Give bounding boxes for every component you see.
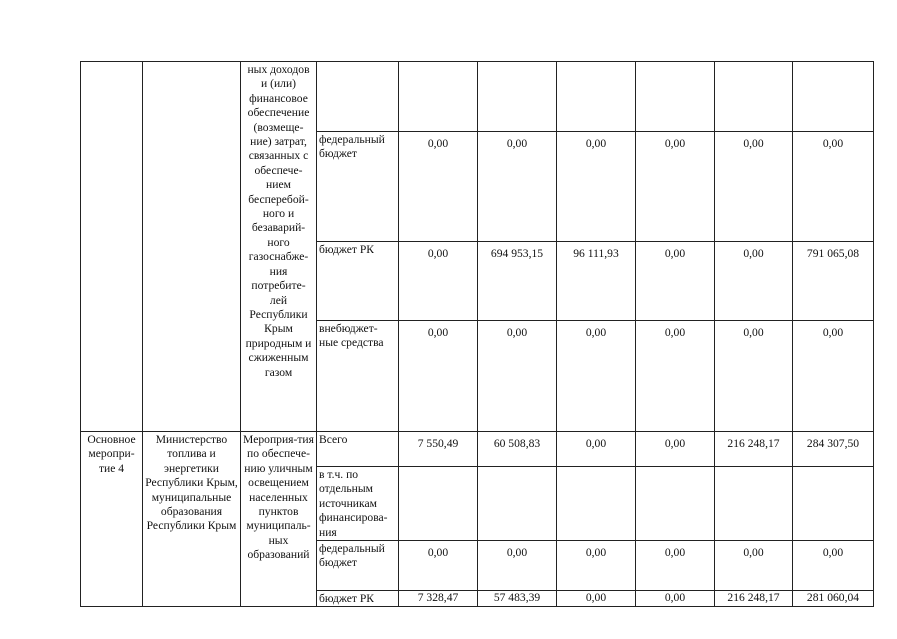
value-cell: 0,00: [557, 432, 636, 467]
value-cell: 0,00: [557, 591, 636, 607]
description-cell: ных доходов и (или) финансовое обеспечение (возмеще-ние) затрат, связанных с обеспече-нием бесперебой-ного и безаварий-ного газоснабже-ния потребите-лей Республики Крым природным и сжиженным газом: [241, 62, 317, 432]
value-cell: 0,00: [636, 591, 715, 607]
value-cell-empty: [557, 467, 636, 541]
value-cell: 0,00: [399, 321, 478, 432]
value-cell: 0,00: [793, 541, 874, 591]
value-cell: 0,00: [636, 242, 715, 321]
value-cell: 0,00: [793, 321, 874, 432]
value-cell: 7 550,49: [399, 432, 478, 467]
value-cell: 0,00: [399, 541, 478, 591]
value-cell-empty: [715, 62, 793, 132]
value-cell: 7 328,47: [399, 591, 478, 607]
value-cell: 694 953,15: [478, 242, 557, 321]
source-cell: внебюджет-ные средства: [317, 321, 399, 432]
description-cell: Мероприя-тия по обеспече-нию уличным освещением населенных пунктов муниципаль-ных образований: [241, 432, 317, 607]
source-cell: бюджет РК: [317, 242, 399, 321]
value-cell: 96 111,93: [557, 242, 636, 321]
table-row: [81, 62, 874, 132]
event-cell: Основное меропри-тие 4: [81, 432, 143, 607]
value-cell: 0,00: [715, 242, 793, 321]
source-cell-empty: [317, 62, 399, 132]
value-cell: 284 307,50: [793, 432, 874, 467]
value-cell: 0,00: [636, 321, 715, 432]
value-cell-empty: [478, 62, 557, 132]
value-cell-empty: [636, 62, 715, 132]
value-cell-empty: [557, 62, 636, 132]
value-cell: 0,00: [478, 132, 557, 242]
event-cell-empty: [81, 62, 143, 432]
value-cell: 0,00: [793, 132, 874, 242]
value-cell: 216 248,17: [715, 432, 793, 467]
source-cell: федеральный бюджет: [317, 132, 399, 242]
value-cell-empty: [478, 467, 557, 541]
value-cell: 791 065,08: [793, 242, 874, 321]
executor-cell: Министерство топлива и энергетики Республики Крым, муниципальные образования Республики Крым: [143, 432, 241, 607]
value-cell: 0,00: [557, 541, 636, 591]
value-cell-empty: [399, 62, 478, 132]
value-cell-empty: [793, 62, 874, 132]
value-cell-empty: [793, 467, 874, 541]
table-row: [81, 432, 874, 467]
source-cell: в т.ч. по отдельным источникам финансирова-ния: [317, 467, 399, 541]
value-cell: 0,00: [715, 321, 793, 432]
executor-cell-empty: [143, 62, 241, 432]
value-cell: 0,00: [636, 541, 715, 591]
value-cell: 0,00: [399, 242, 478, 321]
value-cell: 281 060,04: [793, 591, 874, 607]
value-cell: 0,00: [636, 132, 715, 242]
source-cell: бюджет РК: [317, 591, 399, 607]
funding-table: [80, 61, 874, 607]
value-cell: 0,00: [715, 132, 793, 242]
value-cell-empty: [636, 467, 715, 541]
source-cell: федеральный бюджет: [317, 541, 399, 591]
value-cell: 0,00: [715, 541, 793, 591]
value-cell-empty: [715, 467, 793, 541]
value-cell: 0,00: [478, 321, 557, 432]
value-cell: 60 508,83: [478, 432, 557, 467]
value-cell: 0,00: [557, 321, 636, 432]
value-cell: 216 248,17: [715, 591, 793, 607]
value-cell: 57 483,39: [478, 591, 557, 607]
source-cell: Всего: [317, 432, 399, 467]
value-cell: 0,00: [636, 432, 715, 467]
value-cell: 0,00: [399, 132, 478, 242]
value-cell: 0,00: [478, 541, 557, 591]
value-cell-empty: [399, 467, 478, 541]
value-cell: 0,00: [557, 132, 636, 242]
